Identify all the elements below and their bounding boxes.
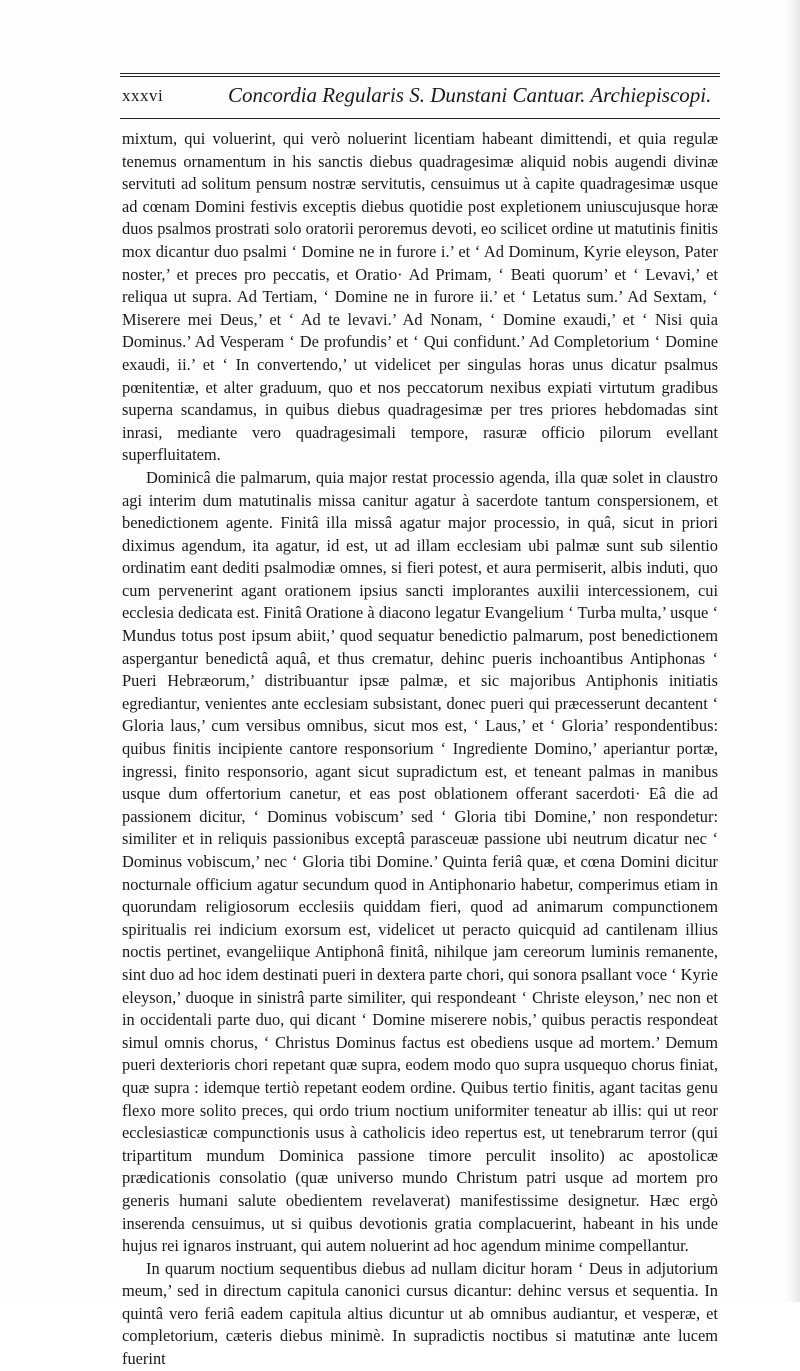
header-rule-top — [120, 73, 720, 74]
running-title: Concordia Regularis S. Dunstani Cantuar. Archiepiscopi. — [228, 83, 712, 107]
header-rule-top-double — [120, 76, 720, 77]
page-edge-shadow — [786, 0, 800, 1302]
body-text — [122, 128, 718, 1371]
paragraph: Dominicâ die palmarum, quia major restat processio agenda, illa quæ solet in claustro agi interim dum matutinalis missa canitur agatur à sacerdote tantum conspersionem, et benedictionem agente. Finitâ illa missâ agatur major processio, in quâ, sicut in priori diximus agendum, ita agatur, id est, ut ad illam ecclesiam ubi palmæ sunt sub silentio ordinatim eant dediti psalmodiæ omnes, si fieri potest, et aura permiserit, albis induti, quo cum pervenerint agant orationem ipsius sancti implorantes auxilii intercessionem, cui ecclesia dedicata est. Finitâ Oratione à diacono legatur Evangelium ‘ Turba multa,’ usque ‘ Mundus totus post ipsum abiit,’ quod sequatur benedictio palmarum, post benedictionem aspergantur benedictâ aquâ, et thus crematur, dehinc pueris inchoantibus Antiphonas ‘ Pueri Hebræorum,’ distribuantur ipsæ palmæ, et sic majoribus Antiphonis initiatis egrediantur, venientes ante ecclesiam subsistant, donec pueri qui præcesserunt decantent ‘ Gloria laus,’ cum versibus omnibus, sicut mos est, ‘ Laus,’ et ‘ Gloria’ respondentibus: quibus finitis incipiente cantore responsorium ‘ Ingrediente Domino,’ aperiantur portæ, ingressi, finito responsorio, agant sicut supradictum est, et teneant palmas in manibus usque dum offertorium canetur, et eas post oblationem offerant sacerdoti· Eâ die ad passionem dicitur, ‘ Dominus vobiscum’ sed ‘ Gloria tibi Domine,’ non respondetur: similiter et in reliquis passionibus exceptâ parasceuæ passione ubi neutrum dicatur nec ‘ Dominus vobiscum,’ nec ‘ Gloria tibi Domine.’ Quinta feriâ quæ, et cœna Domini dicitur nocturnale officium agatur secundum quod in Antiphonario habetur, comperimus etiam in quorundam religiosorum ecclesiis quiddam fieri, quod ad animarum compunctionem spiritualis rei indicium exorsum est, videlicet ut peracto quicquid ad cantilenam illius noctis pertinet, evangeliique Antiphonâ finitâ, nihilque jam cereorum luminis remanente, sint duo ad hoc idem destinati pueri in dextera parte chori, qui sonora psallant voce ‘ Kyrie eleyson,’ duoque in sinistrâ parte similiter, qui respondeant ‘ Christe eleyson,’ nec non et in occidentali parte duo, qui dicant ‘ Domine miserere nobis,’ quibus peractis respondeat simul omnis chorus, ‘ Christus Dominus factus est obediens usque ad mortem.’ Demum pueri dexterioris chori repetant quæ supra, eodem modo quo supra usquequo chorus finiat, quæ supra : idemque tertiò repetant eodem ordine. Quibus tertio finitis, agant tacitas genu flexo more solito preces, qui ordo trium noctium uniformiter teneatur ab illis: qui ut reor ecclesiasticæ compunctionis usus à catholicis ideo repertus est, ut tenebrarum terror (qui tripartitum mundum Dominica passione timore perculit insolito) ac apostolicæ prædicationis consolatio (quæ universo mundo Christum patri usque ad mortem pro generis humani salute obedientem revelaverat) manifestissime designetur. Hæc ergò inserenda censuimus, ut si quibus devotionis gratia complacuerint, habeant in his unde hujus rei ignaros instruant, qui autem noluerint ad hoc agendum minime compellantur. — [122, 467, 718, 1256]
header-rule-bottom — [120, 118, 720, 119]
paragraph: In quarum noctium sequentibus diebus ad nullam dicitur horam ‘ Deus in adjutorium meum,’ sed in directum capitula canonici cursus dicantur: dehinc versus et sequentia. In quintâ vero feriâ eadem capitula altius dicuntur ut ab omnibus audiantur, et vesperæ, et completorium, cæteris diebus minimè. In supradictis noctibus si matutinæ ante lucem fuerint — [122, 1258, 718, 1369]
page-header — [122, 80, 722, 112]
paragraph: mixtum, qui voluerint, qui verò noluerint licentiam habeant dimittendi, et quia regulæ tenemus ornamentum in his sanctis diebus quadragesimæ aliquid nobis augendi divinæ servituti ad solitum pensum nostræ servitutis, censuimus ut à capite quadragesimæ usque ad cœnam Domini festivis exceptis diebus quotidie post expletionem uniuscujusque horæ duos psalmos prostrati solo oratorii peroremus devoti, eo scilicet ordine ut matutinis finitis mox dicantur duo psalmi ‘ Domine ne in furore i.’ et ‘ Ad Dominum, Kyrie eleyson, Pater noster,’ et preces pro peccatis, et Oratio· Ad Primam, ‘ Beati quorum’ et ‘ Levavi,’ et reliqua ut supra. Ad Tertiam, ‘ Domine ne in furore ii.’ et ‘ Letatus sum.’ Ad Sextam, ‘ Miserere mei Deus,’ et ‘ Ad te levavi.’ Ad Nonam, ‘ Domine exaudi,’ et ‘ Nisi quia Dominus.’ Ad Vesperam ‘ De profundis’ et ‘ Qui confidunt.’ Ad Completorium ‘ Domine exaudi, ii.’ et ‘ In convertendo,’ ut videlicet per singulas horas unus dicatur psalmus pœnitentiæ, et alter graduum, quo et nos peccatorum nexibus expiati virtutum gradibus superna scandamus, in quibus diebus quadragesimæ per tres priores hebdomadas sint inrasi, mediante vero quadragesimali tempore, rasuræ officio pilorum evellant superfluitatem. — [122, 129, 718, 465]
page-number: xxxvi — [122, 86, 164, 105]
